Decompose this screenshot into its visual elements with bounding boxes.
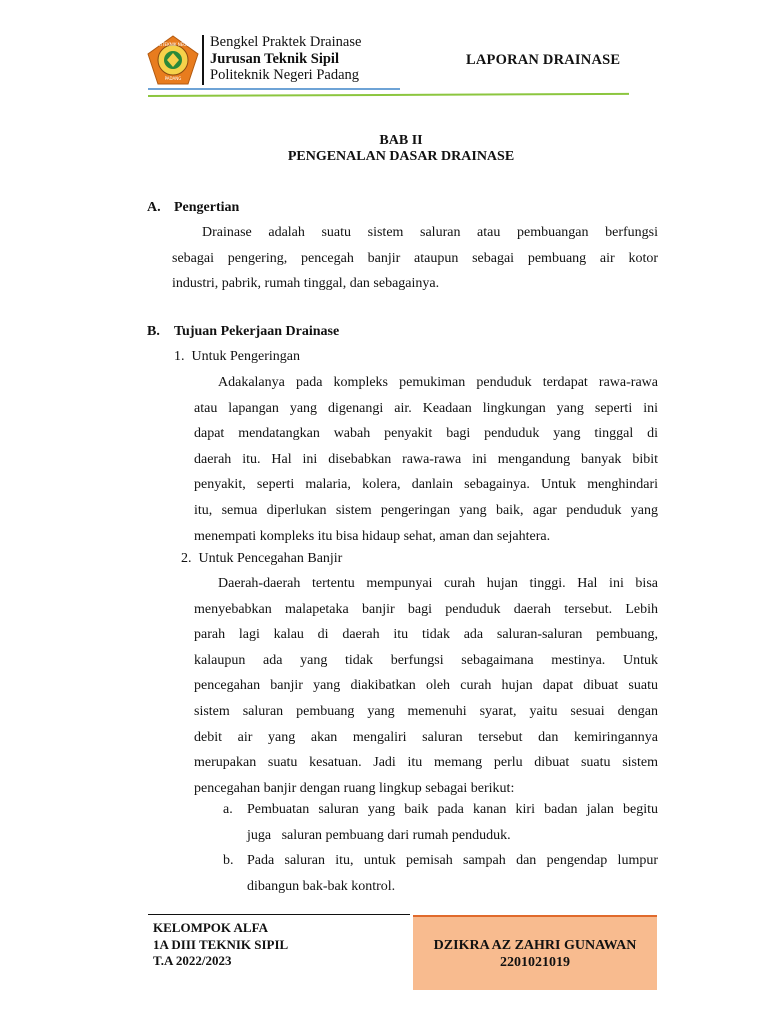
item-1-number: 1.	[174, 349, 185, 364]
paragraph-line: Drainase adalah suatu sistem saluran atau pembuangan berfungsi	[202, 225, 658, 240]
item-2-number: 2.	[181, 551, 192, 566]
institution-line-2: Jurusan Teknik Sipil	[210, 50, 339, 67]
section-b-letter: B.	[147, 324, 160, 339]
footer-student-info	[413, 937, 657, 971]
section-a-letter: A.	[147, 200, 161, 215]
paragraph-line: kalaupun ada yang tidak berfungsi sebagaimana mestinya. Untuk	[194, 652, 658, 668]
paragraph-line: industri, pabrik, rumah tinggal, dan sebagainya.	[172, 276, 440, 292]
header-rule-green	[148, 93, 629, 97]
institution-line-3: Politeknik Negeri Padang	[210, 67, 360, 83]
institution-block	[210, 34, 361, 84]
paragraph-line: menyebabkan malapetaka banjir bagi penduduk daerah tersebut. Lebih	[194, 601, 658, 617]
subitem-b	[223, 848, 658, 899]
paragraph-line: menempati kompleks itu bisa hidaup sehat, aman dan sejahtera.	[194, 528, 551, 544]
paragraph-line: Adakalanya pada kompleks pemukiman penduduk terdapat rawa-rawa	[218, 375, 658, 390]
item-2-title: Untuk Pencegahan Banjir	[198, 551, 343, 566]
chapter-title: PENGENALAN DASAR DRAINASE	[287, 149, 515, 164]
item-1-heading	[174, 349, 300, 365]
svg-text:PADANG: PADANG	[164, 76, 182, 81]
item-2-heading	[181, 551, 342, 567]
chapter-number: BAB II	[379, 133, 423, 148]
paragraph-line: juga saluran pembuang dari rumah penduduk.	[247, 827, 511, 843]
section-b-heading	[147, 324, 339, 340]
subitem-a	[223, 797, 658, 848]
polytechnic-padang-logo-icon	[147, 35, 199, 85]
paragraph-line: penyakit, seperti malaria, kolera, danlain sebagainya. Untuk menghindari	[194, 477, 658, 493]
subitem-a-letter: a.	[223, 802, 233, 817]
paragraph-line: Pembuatan saluran yang baik pada kanan kiri badan jalan begitu	[247, 802, 658, 817]
section-a-paragraph	[172, 220, 658, 297]
paragraph-line: itu, semua diperlukan sistem pengeringan yang baik, agar penduduk yang	[194, 502, 658, 518]
paragraph-line: sistem saluran pembuang yang memenuhi syarat, yaitu sesuai dengan	[194, 703, 658, 719]
paragraph-line: dapat mendatangkan wabah penyakit bagi penduduk yang tinggal di	[194, 426, 658, 442]
paragraph-line: debit air yang akan mengaliri saluran tersebut dan kemiringannya	[194, 729, 658, 745]
paragraph-line: daerah itu. Hal ini disebabkan rawa-rawa ini mengandung banyak bibit	[194, 451, 658, 467]
paragraph-line: Pada saluran itu, untuk pemisah sampah dan pengendap lumpur	[247, 853, 658, 868]
footer-student-id: 2201021019	[500, 955, 570, 970]
section-a-heading	[147, 200, 239, 216]
item-2-paragraph	[194, 571, 658, 801]
section-a-title: Pengertian	[174, 200, 240, 215]
item-1-title: Untuk Pengeringan	[191, 349, 300, 364]
paragraph-line: sebagai pengering, pencegah banjir ataupun sebagai pembuang air kotor	[172, 250, 658, 266]
footer-rule	[148, 914, 410, 915]
header-rule-blue	[148, 88, 400, 90]
paragraph-line: pencegahan banjir yang diakibatkan oleh curah hujan dapat dibuat suatu	[194, 678, 658, 694]
section-b-title: Tujuan Pekerjaan Drainase	[174, 324, 340, 339]
report-title: LAPORAN DRAINASE	[466, 52, 621, 68]
footer-year: T.A 2022/2023	[153, 953, 232, 968]
paragraph-line: merupakan suatu kesatuan. Jadi itu memang perlu dibuat suatu sistem	[194, 755, 658, 771]
item-1-paragraph	[194, 370, 658, 549]
svg-text:POLITEKNIK NEGERI: POLITEKNIK NEGERI	[153, 42, 193, 47]
subitem-b-letter: b.	[223, 853, 234, 868]
paragraph-line: atau lapangan yang digenangi air. Keadaan lingkungan yang seperti ini	[194, 400, 658, 416]
institution-line-1: Bengkel Praktek Drainase	[210, 34, 362, 50]
footer-group-info	[153, 920, 288, 970]
paragraph-line: Daerah-daerah tertentu mempunyai curah hujan tinggi. Hal ini bisa	[218, 576, 658, 591]
paragraph-line: dibangun bak-bak kontrol.	[247, 878, 396, 894]
footer-class: 1A DIII TEKNIK SIPIL	[153, 936, 289, 952]
paragraph-line: pencegahan banjir dengan ruang lingkup sebagai berikut:	[194, 780, 515, 796]
paragraph-line: parah lagi kalau di daerah itu tidak ada saluran-saluran pembuang,	[194, 627, 658, 643]
footer-student-name: DZIKRA AZ ZAHRI GUNAWAN	[433, 938, 637, 953]
footer-group: KELOMPOK ALFA	[153, 920, 268, 935]
header-divider	[202, 35, 204, 85]
